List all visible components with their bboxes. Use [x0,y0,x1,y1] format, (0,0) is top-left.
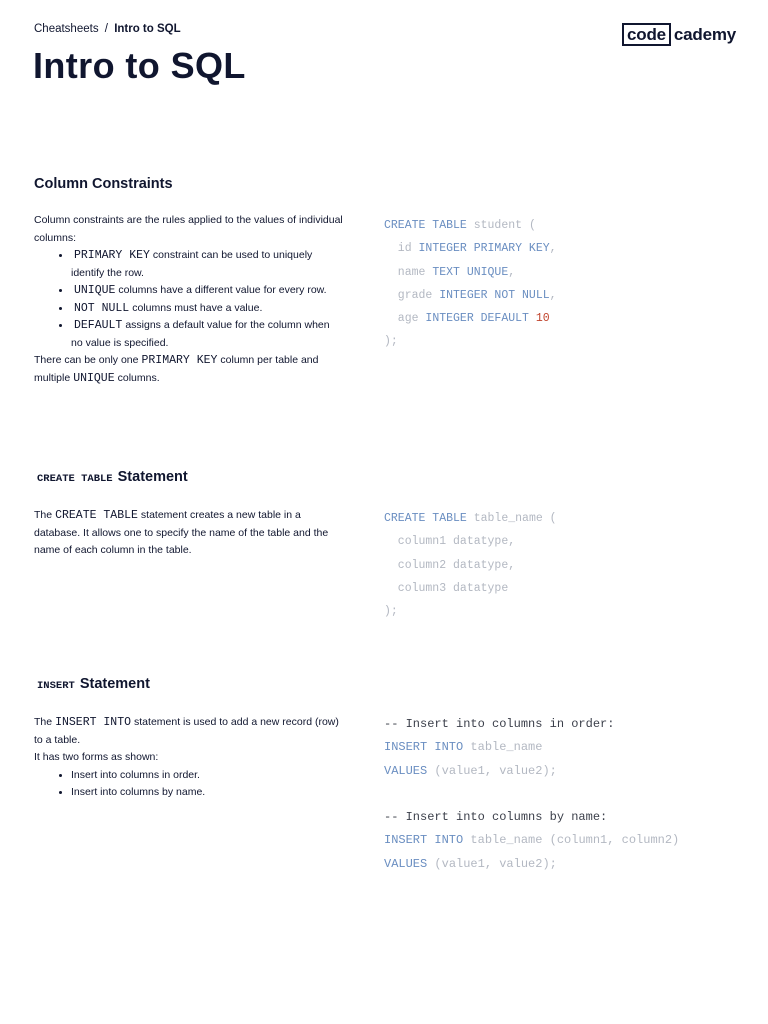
code-text: column1 datatype, [384,535,516,549]
code-keyword: INTEGER NOT NULL [439,288,550,302]
code-text: ); [384,335,398,349]
section-title-text: Statement [79,676,150,692]
code-keyword: INSERT INTO [384,833,464,848]
code-text: age [384,312,426,326]
code-text: grade [384,288,440,302]
code-example [384,507,764,623]
section-title-code: CREATE TABLE [37,473,113,485]
section-description [34,507,344,560]
code-text: , [549,288,557,302]
inline-code: PRIMARY KEY [141,354,218,367]
breadcrumb [34,23,181,35]
desc-prefix: The [34,716,53,728]
list-item-text: assigns a default value for the column when no value is specified. [71,319,330,349]
section-description [34,212,344,387]
section-title [34,468,734,488]
logo-code-box: code [622,23,671,46]
outro-text [34,352,344,387]
outro-suffix: columns. [117,371,160,384]
list-item: • Insert into columns by name. [71,784,344,802]
code-keyword: CREATE TABLE [384,512,467,525]
list-item-text: columns have a different value for every row. [118,284,327,296]
inline-code: INSERT INTO [55,716,132,729]
desc-rest: statement is used to add a new record (row) to a table. [34,716,339,746]
list-item [71,300,344,318]
section-title: Column Constraints [34,176,173,192]
inline-code: UNIQUE [73,371,115,385]
description-text [34,714,344,749]
section-create-table [34,468,734,619]
section-title-text: Statement [117,469,188,485]
code-keyword: CREATE TABLE [384,219,467,232]
page-title: Intro to SQL [33,45,246,86]
intro-text: Column constraints are the rules applied to the values of individual columns: [34,214,343,244]
section-column-constraints [34,175,734,385]
section-title-code: INSERT [37,680,75,692]
code-text: column2 datatype, [384,558,516,572]
code-text: table_name [463,740,543,755]
list-item [71,317,344,352]
code-example [384,214,764,354]
code-text: table_name (column1, column2) [463,833,680,848]
list-item [71,282,344,300]
code-example [384,713,764,876]
desc-prefix: The [34,509,53,521]
inline-code: UNIQUE [74,284,116,297]
code-keyword: VALUES [384,763,428,778]
code-keyword: VALUES [384,856,428,871]
breadcrumb-current: Intro to SQL [114,23,181,35]
code-text: table_name ( [466,512,557,525]
code-text: , [508,265,516,279]
code-text: (value1, value2); [427,763,557,778]
list-item: • Insert into columns in order. [71,767,344,785]
inline-code: CREATE TABLE [55,509,138,522]
codecademy-logo[interactable] [622,23,736,46]
inline-code: NOT NULL [74,301,130,315]
code-keyword: INTEGER DEFAULT [425,312,529,326]
breadcrumb-link-cheatsheets[interactable]: Cheatsheets [34,23,99,35]
section-title [34,675,734,695]
constraint-list [34,247,344,352]
code-comment: -- Insert into columns by name: [384,810,608,825]
code-keyword: INSERT INTO [384,740,464,755]
code-keyword: TEXT UNIQUE [432,265,509,279]
breadcrumb-separator: / [104,23,108,35]
list-item-text: constraint can be used to uniquely identify the row. [71,249,313,279]
list-item [71,247,344,282]
section-description [34,714,344,802]
code-text: id [384,242,419,256]
code-number: 10 [535,312,550,326]
code-text: , [549,242,557,256]
desc-rest: statement creates a new table in a database. It allows one to specify the name of the table and the name of each column in the table. [34,509,329,556]
code-text: column3 datatype [384,581,509,595]
inline-code: PRIMARY KEY [74,249,150,262]
code-comment: -- Insert into columns in order: [384,717,615,731]
logo-cademy: cademy [673,24,737,44]
inline-code: DEFAULT [74,319,123,332]
code-text: (value1, value2); [427,856,557,871]
code-text: ); [384,605,398,619]
code-text: student ( [466,219,536,232]
insert-forms-list [34,767,344,802]
code-text: name [384,265,433,279]
code-keyword: INTEGER PRIMARY KEY [418,242,550,256]
list-item-text: columns must have a value. [132,301,263,314]
outro-mid: column per table and multiple [34,354,319,384]
section-insert [34,675,734,871]
outro-prefix: There can be only one [34,354,139,366]
forms-intro: It has two forms as shown: [34,751,159,763]
description-text [34,507,344,560]
